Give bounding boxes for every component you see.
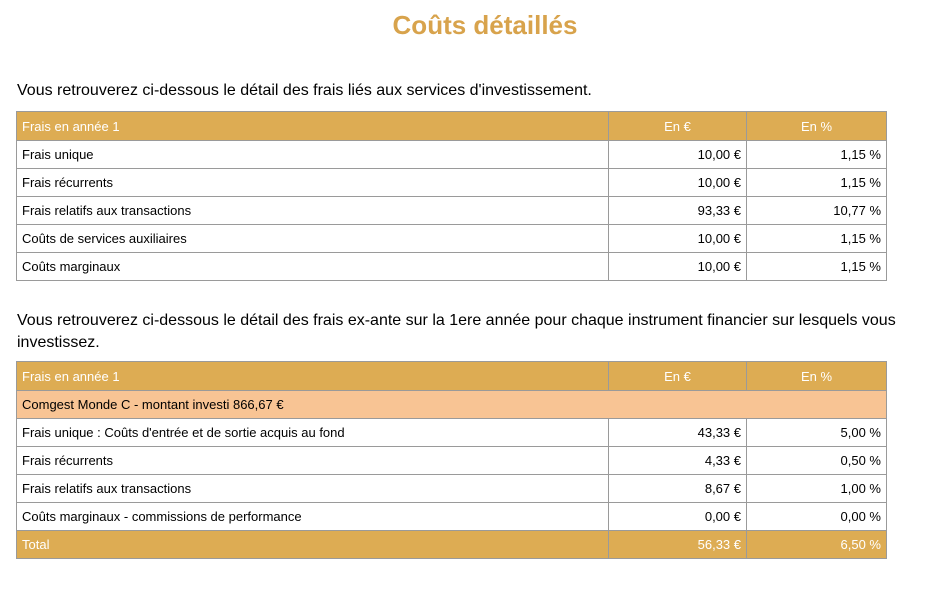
row-pct: 1,15 % [747,253,887,281]
row-eur: 4,33 € [609,447,747,475]
total-row [17,531,887,559]
row-pct: 0,50 % [747,447,887,475]
table-header-row [17,362,887,391]
table-row [17,197,887,225]
row-label: Coûts marginaux [17,253,609,281]
row-eur: 10,00 € [609,141,747,169]
row-pct: 1,15 % [747,169,887,197]
intro-instruments-text: Vous retrouverez ci-dessous le détail des frais ex-ante sur la 1ere année pour chaque instrument financier sur lesquels vous investissez. [17,312,896,351]
row-label: Frais relatifs aux transactions [17,197,609,225]
table-row [17,447,887,475]
table-row [17,225,887,253]
header-fees-year1: Frais en année 1 [17,112,609,141]
row-label: Frais relatifs aux transactions [17,475,609,503]
row-label: Frais unique : Coûts d'entrée et de sortie acquis au fond [17,419,609,447]
row-label: Coûts de services auxiliaires [17,225,609,253]
table-row [17,503,887,531]
row-pct: 1,15 % [747,141,887,169]
total-label: Total [17,531,609,559]
row-pct: 1,00 % [747,475,887,503]
table-row [17,141,887,169]
page-title: Coûts détaillés [392,10,578,40]
intro-services-text: Vous retrouverez ci-dessous le détail des frais liés aux services d'investissement. [17,82,592,99]
header-eur: En € [609,112,747,141]
row-eur: 8,67 € [609,475,747,503]
row-pct: 5,00 % [747,419,887,447]
table-header-row [17,112,887,141]
table-row [17,419,887,447]
header-pct: En % [747,362,887,391]
row-label: Frais récurrents [17,447,609,475]
table-row [17,169,887,197]
instrument-name: Comgest Monde C - montant investi 866,67 € [17,391,887,419]
row-eur: 10,00 € [609,169,747,197]
row-label: Coûts marginaux - commissions de performance [17,503,609,531]
row-pct: 0,00 % [747,503,887,531]
row-eur: 43,33 € [609,419,747,447]
row-eur: 93,33 € [609,197,747,225]
row-eur: 10,00 € [609,253,747,281]
total-pct: 6,50 % [747,531,887,559]
instrument-group-row [17,391,887,419]
row-eur: 10,00 € [609,225,747,253]
table-row [17,475,887,503]
header-eur: En € [609,362,747,391]
total-eur: 56,33 € [609,531,747,559]
row-eur: 0,00 € [609,503,747,531]
services-fees-table [16,111,887,281]
header-fees-year1: Frais en année 1 [17,362,609,391]
row-pct: 1,15 % [747,225,887,253]
header-pct: En % [747,112,887,141]
table-row [17,253,887,281]
row-label: Frais récurrents [17,169,609,197]
row-label: Frais unique [17,141,609,169]
row-pct: 10,77 % [747,197,887,225]
instrument-fees-table [16,361,887,559]
